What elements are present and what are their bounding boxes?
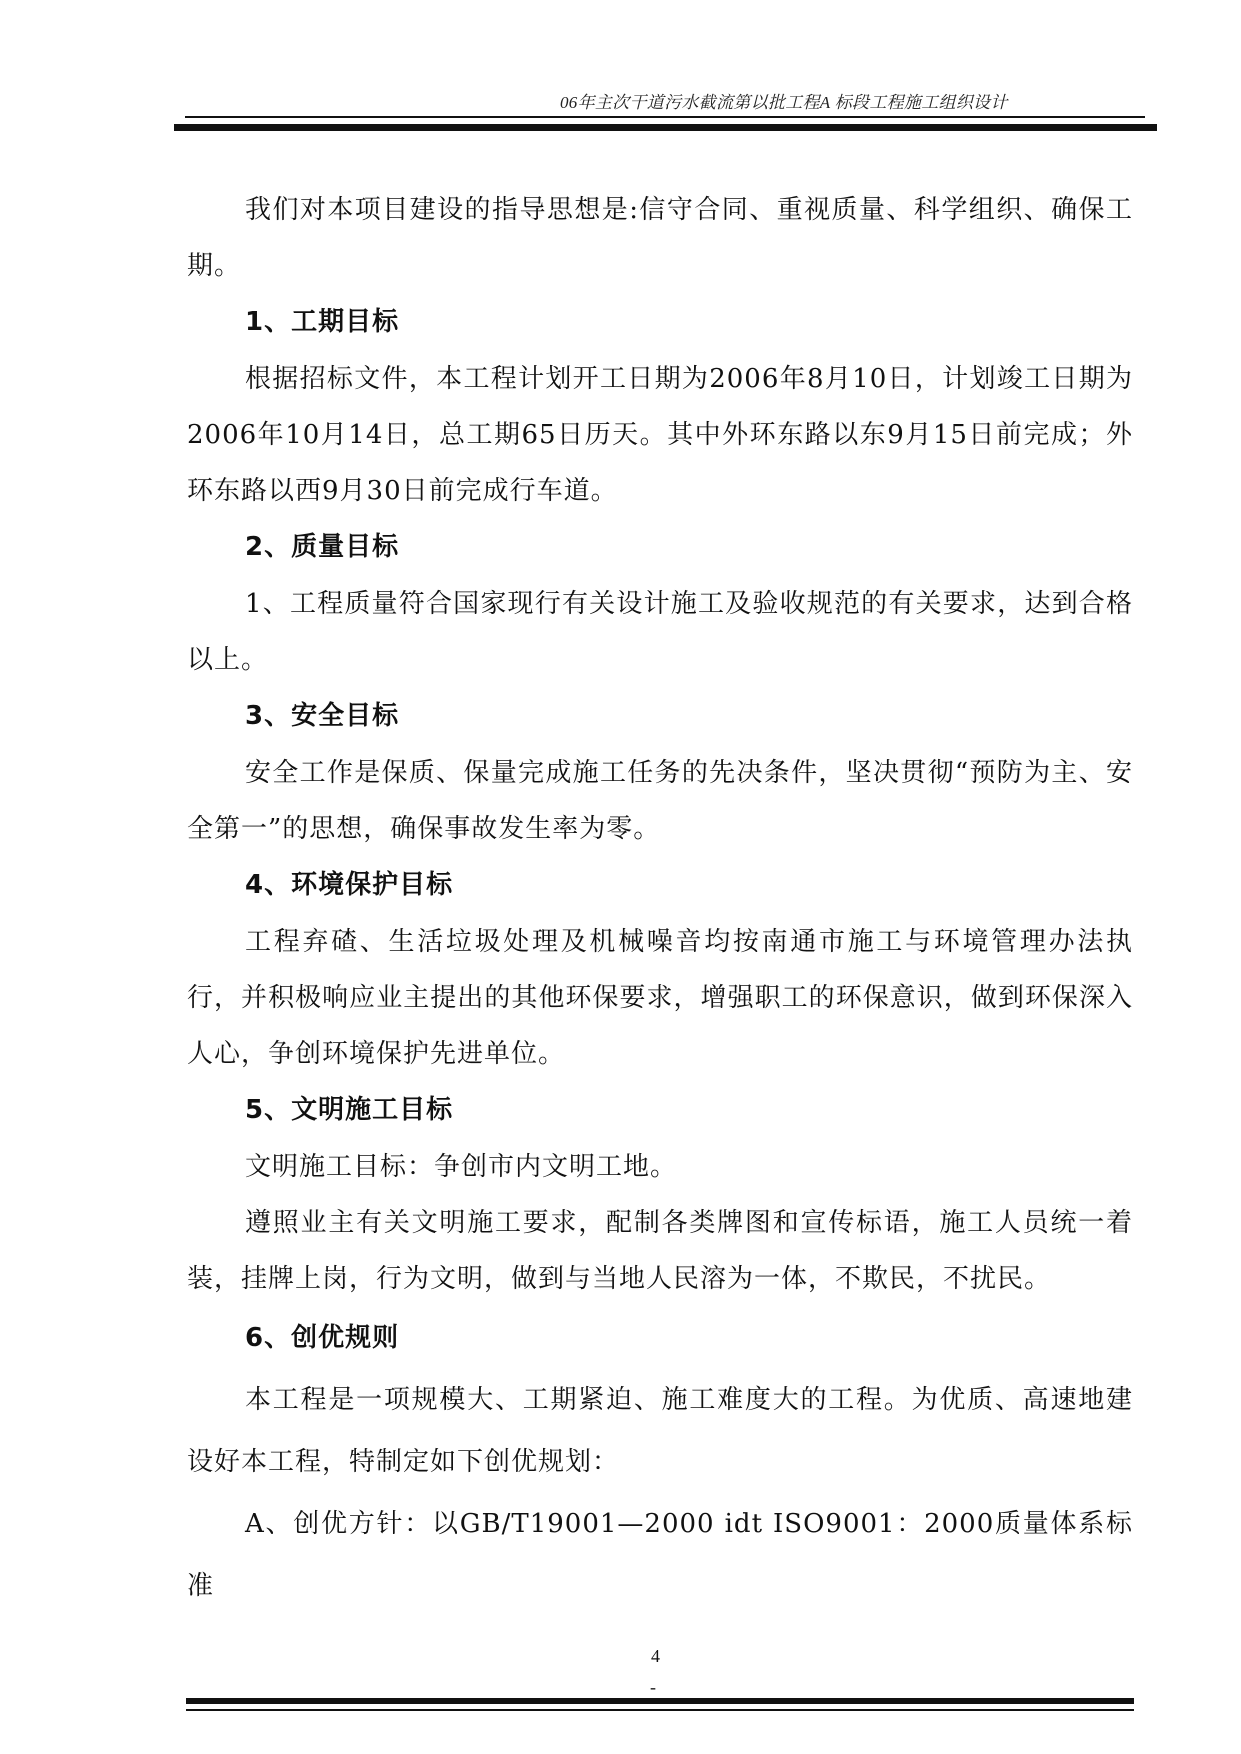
section-paragraph: 安全工作是保质、保量完成施工任务的先决条件，坚决贯彻“预防为主、安全第一”的思想，确保事故发生率为零。 xyxy=(187,758,1133,844)
running-header: 06年主次干道污水截流第以批工程A 标段工程施工组织设计 xyxy=(560,93,1008,112)
footer-dash: - xyxy=(650,1677,656,1697)
intro-paragraph: 我们对本项目建设的指导思想是:信守合同、重视质量、科学组织、确保工期。 xyxy=(187,195,1133,281)
section-heading-excellence: 6、创优规则 xyxy=(245,1323,400,1353)
section-paragraph: 遵照业主有关文明施工要求，配制各类牌图和宣传标语，施工人员统一着装，挂牌上岗，行为文明，做到与当地人民溶为一体，不欺民，不扰民。 xyxy=(187,1208,1133,1294)
section-paragraph: A、创优方针：以GB/T19001—2000 idt ISO9001：2000质量体系标准 xyxy=(187,1509,1133,1601)
section-heading-civilized-construction: 5、文明施工目标 xyxy=(245,1095,454,1125)
footer-rule-thin xyxy=(186,1709,1134,1711)
section-heading-quality: 2、质量目标 xyxy=(245,532,400,562)
header-rule-thick xyxy=(174,124,1157,131)
section-paragraph: 根据招标文件，本工程计划开工日期为2006年8月10日，计划竣工日期为2006年10月14日，总工期65日历天。其中外环东路以东9月15日前完成；外环东路以西9月30日前完成行车道。 xyxy=(187,364,1133,506)
header-rule-thin xyxy=(185,116,1145,118)
document-body xyxy=(187,182,1133,1617)
section-paragraph: 1、工程质量符合国家现行有关设计施工及验收规范的有关要求，达到合格以上。 xyxy=(187,589,1133,675)
section-paragraph: 工程弃碴、生活垃圾处理及机械噪音均按南通市施工与环境管理办法执行，并积极响应业主提出的其他环保要求，增强职工的环保意识，做到环保深入人心，争创环境保护先进单位。 xyxy=(187,927,1133,1069)
section-paragraph: 文明施工目标：争创市内文明工地。 xyxy=(245,1152,678,1182)
page-number: 4 xyxy=(651,1646,660,1666)
section-heading-environment: 4、环境保护目标 xyxy=(245,870,454,900)
section-heading-schedule: 1、工期目标 xyxy=(245,307,400,337)
section-heading-safety: 3、安全目标 xyxy=(245,701,400,731)
section-paragraph: 本工程是一项规模大、工期紧迫、施工难度大的工程。为优质、高速地建设好本工程，特制定如下创优规划： xyxy=(187,1385,1133,1477)
footer-rule-thick xyxy=(186,1698,1134,1704)
